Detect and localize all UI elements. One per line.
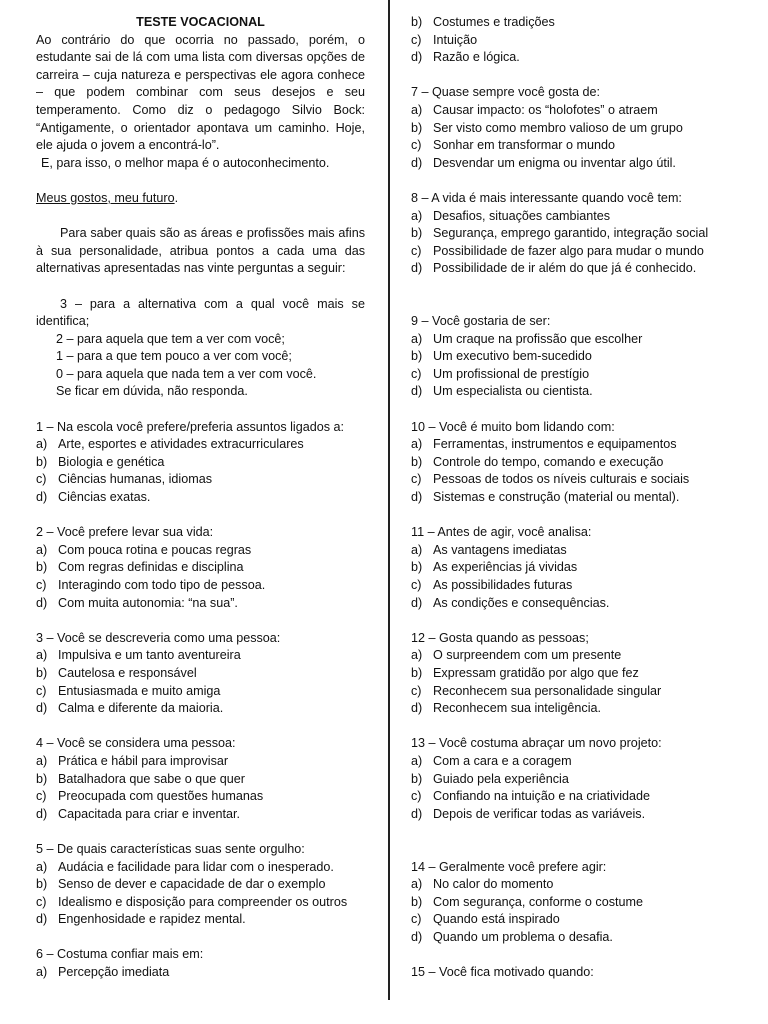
answer-option xyxy=(36,471,365,489)
option-text: Calma e diferente da maioria. xyxy=(58,701,224,716)
section-heading-period: . xyxy=(174,190,179,205)
left-question-list xyxy=(36,419,365,982)
option-text: Razão e lógica. xyxy=(433,50,520,65)
question-text: 13 – Você costuma abraçar um novo projeto: xyxy=(411,736,662,751)
option-text: Sonhar em transformar o mundo xyxy=(433,138,615,153)
option-text: Capacitada para criar e inventar. xyxy=(58,806,241,821)
question-block xyxy=(411,419,733,507)
option-text: No calor do momento xyxy=(433,877,554,892)
option-letter: d) xyxy=(411,155,423,170)
answer-option xyxy=(411,331,733,349)
option-letter: c) xyxy=(36,578,47,592)
option-letter: c) xyxy=(36,894,47,909)
option-letter: b) xyxy=(36,560,48,575)
option-letter: a) xyxy=(36,437,48,452)
answer-option xyxy=(36,489,365,507)
option-letter: a) xyxy=(36,965,48,980)
option-text: Reconhecem sua inteligência. xyxy=(433,701,602,716)
question-text: 12 – Gosta quando as pessoas; xyxy=(411,630,589,645)
answer-option xyxy=(36,559,365,577)
option-text: Possibilidade de ir além do que já é conhecido. xyxy=(433,261,697,276)
option-text: Prática e hábil para improvisar xyxy=(58,753,229,768)
answer-option xyxy=(411,542,733,560)
option-letter: a) xyxy=(411,102,423,117)
option-text: Intuição xyxy=(433,32,478,47)
right-column xyxy=(411,14,733,982)
question-block xyxy=(36,841,365,929)
question-text: 4 – Você se considera uma pessoa: xyxy=(36,736,236,751)
option-letter: b) xyxy=(411,771,423,786)
option-text: Cautelosa e responsável xyxy=(58,665,197,680)
answer-option xyxy=(411,911,733,929)
option-letter: b) xyxy=(411,454,423,469)
option-text: Segurança, emprego garantido, integração social xyxy=(433,226,709,241)
option-text: Impulsiva e um tanto aventureira xyxy=(58,648,241,663)
option-letter: b) xyxy=(411,226,423,241)
option-letter: d) xyxy=(411,701,423,716)
answer-option xyxy=(411,137,733,155)
question-block xyxy=(36,735,365,823)
answer-option xyxy=(36,876,365,894)
answer-option xyxy=(411,788,733,806)
answer-option xyxy=(36,859,365,877)
option-text: Desafios, situações cambiantes xyxy=(433,208,611,223)
option-letter: d) xyxy=(36,595,48,610)
option-text: Um craque na profissão que escolher xyxy=(433,331,643,346)
answer-option xyxy=(411,49,733,67)
answer-option xyxy=(411,348,733,366)
option-letter: a) xyxy=(411,542,423,557)
option-letter: b) xyxy=(411,560,423,575)
question-block xyxy=(36,946,365,981)
answer-option xyxy=(411,559,733,577)
question-6-continued xyxy=(411,14,733,67)
answer-option xyxy=(411,243,733,261)
question-text: 14 – Geralmente você prefere agir: xyxy=(411,859,607,874)
scale-item: 1 – para a que tem pouco a ver com você; xyxy=(56,349,292,364)
answer-option xyxy=(411,647,733,665)
option-text: Pessoas de todos os níveis culturais e sociais xyxy=(433,472,690,487)
option-text: Possibilidade de fazer algo para mudar o mundo xyxy=(433,243,704,258)
option-text: As possibilidades futuras xyxy=(433,578,573,592)
answer-option xyxy=(36,577,365,595)
option-letter: a) xyxy=(36,648,48,663)
option-text: Engenhosidade e rapidez mental. xyxy=(58,912,246,927)
left-column xyxy=(36,14,365,982)
question-block xyxy=(411,190,733,278)
option-text: Confiando na intuição e na criatividade xyxy=(433,789,651,804)
option-text: O surpreendem com um presente xyxy=(433,648,622,663)
answer-option xyxy=(36,683,365,701)
option-text: Sistemas e construção (material ou mental). xyxy=(433,490,680,505)
question-text: 3 – Você se descreveria como uma pessoa: xyxy=(36,630,281,645)
option-letter: d) xyxy=(411,490,423,505)
answer-option xyxy=(36,436,365,454)
answer-option xyxy=(411,577,733,595)
option-text: Biologia e genética xyxy=(58,454,165,469)
option-letter: d) xyxy=(36,701,48,716)
question-block xyxy=(36,630,365,718)
option-text: As condições e consequências. xyxy=(433,595,610,610)
option-text: Com regras definidas e disciplina xyxy=(58,560,244,575)
option-letter: a) xyxy=(411,208,423,223)
option-text: Com a cara e a coragem xyxy=(433,753,572,768)
question-text: 1 – Na escola você prefere/preferia assuntos ligados a: xyxy=(36,419,345,434)
option-text: Um especialista ou cientista. xyxy=(433,384,593,399)
option-letter: c) xyxy=(411,789,422,804)
answer-option xyxy=(411,260,733,278)
scale-list xyxy=(36,331,365,401)
answer-option xyxy=(36,595,365,613)
option-text: Quando um problema o desafia. xyxy=(433,929,613,944)
question-block xyxy=(411,313,733,401)
column-divider xyxy=(388,0,390,1000)
answer-option xyxy=(411,383,733,401)
option-letter: b) xyxy=(411,120,423,135)
answer-option xyxy=(411,489,733,507)
option-letter: a) xyxy=(411,331,423,346)
option-letter: b) xyxy=(36,877,48,892)
question-text: 2 – Você prefere levar sua vida: xyxy=(36,525,214,540)
answer-option xyxy=(411,771,733,789)
option-text: Senso de dever e capacidade de dar o exemplo xyxy=(58,877,326,892)
option-letter: b) xyxy=(36,665,48,680)
option-text: Ferramentas, instrumentos e equipamentos xyxy=(433,437,677,452)
question-block xyxy=(411,735,733,823)
option-text: Com pouca rotina e poucas regras xyxy=(58,542,252,557)
answer-option xyxy=(411,14,733,32)
option-text: As vantagens imediatas xyxy=(433,542,567,557)
option-letter: c) xyxy=(411,243,422,258)
option-text: Ciências exatas. xyxy=(58,490,151,505)
option-letter: b) xyxy=(411,894,423,909)
document-title: TESTE VOCACIONAL xyxy=(136,15,265,29)
question-block xyxy=(411,859,733,947)
answer-option xyxy=(411,894,733,912)
option-text: Quando está inspirado xyxy=(433,912,560,927)
option-letter: d) xyxy=(36,490,48,505)
option-letter: c) xyxy=(411,912,422,927)
option-text: Desvendar um enigma ou inventar algo útil. xyxy=(433,155,676,170)
option-letter: d) xyxy=(411,595,423,610)
question-15: 15 – Você fica motivado quando: xyxy=(411,965,594,980)
option-letter: d) xyxy=(36,806,48,821)
option-text: Causar impacto: os “holofotes” o atraem xyxy=(433,102,658,117)
answer-option xyxy=(411,366,733,384)
answer-option xyxy=(411,208,733,226)
option-letter: c) xyxy=(411,683,422,698)
option-letter: d) xyxy=(36,912,48,927)
option-letter: c) xyxy=(36,789,47,804)
scale-item-3: 3 – para a alternativa com a qual você mais se identifica; xyxy=(36,296,365,329)
option-letter: a) xyxy=(411,437,423,452)
section-heading xyxy=(36,190,365,208)
option-letter: b) xyxy=(36,454,48,469)
answer-option xyxy=(411,120,733,138)
option-text: Expressam gratidão por algo que fez xyxy=(433,665,639,680)
answer-option xyxy=(411,454,733,472)
answer-option xyxy=(411,436,733,454)
option-letter: a) xyxy=(411,877,423,892)
option-letter: c) xyxy=(411,578,422,592)
option-letter: a) xyxy=(36,753,48,768)
question-text: 7 – Quase sempre você gosta de: xyxy=(411,85,601,100)
option-letter: b) xyxy=(411,665,423,680)
answer-option xyxy=(411,683,733,701)
option-text: Ciências humanas, idiomas xyxy=(58,472,212,487)
option-letter: a) xyxy=(36,859,48,874)
option-letter: d) xyxy=(411,929,423,944)
question-block xyxy=(411,630,733,718)
option-text: Guiado pela experiência xyxy=(433,771,569,786)
option-text: Costumes e tradições xyxy=(433,15,555,29)
option-letter: c) xyxy=(411,472,422,487)
option-text: Audácia e facilidade para lidar com o inesperado. xyxy=(58,859,334,874)
option-text: Batalhadora que sabe o que quer xyxy=(58,771,245,786)
option-letter: c) xyxy=(36,683,47,698)
option-letter: c) xyxy=(411,366,422,381)
answer-option xyxy=(36,454,365,472)
option-text: Depois de verificar todas as variáveis. xyxy=(433,806,646,821)
answer-option xyxy=(36,753,365,771)
intro-paragraph: Ao contrário do que ocorria no passado, porém, o estudante sai de lá com uma lista com diversas opções de carreira – cuja natureza e perspectivas ele agora conhece – que podem combinar com seus desejos e seu temperamento. Como diz o pedagogo Silvio Bock: “Antigamente, o orientador apontava um caminho. Hoje, ele ajuda o jovem a encontrá-lo”. xyxy=(36,32,365,153)
option-letter: b) xyxy=(36,771,48,786)
option-letter: d) xyxy=(411,261,423,276)
answer-option xyxy=(36,911,365,929)
option-text: Um profissional de prestígio xyxy=(433,366,590,381)
option-text: Ser visto como membro valioso de um grupo xyxy=(433,120,683,135)
question-text: 9 – Você gostaria de ser: xyxy=(411,314,551,329)
question-text: 6 – Costuma confiar mais em: xyxy=(36,947,204,962)
question-text: 10 – Você é muito bom lidando com: xyxy=(411,419,615,434)
answer-option xyxy=(411,595,733,613)
answer-option xyxy=(411,155,733,173)
answer-option xyxy=(411,876,733,894)
answer-option xyxy=(411,225,733,243)
answer-option xyxy=(411,665,733,683)
option-letter: c) xyxy=(36,472,47,487)
option-text: Entusiasmada e muito amiga xyxy=(58,683,221,698)
question-block xyxy=(36,524,365,612)
question-block xyxy=(411,84,733,172)
option-letter: c) xyxy=(411,32,422,47)
question-block xyxy=(411,524,733,612)
answer-option xyxy=(411,102,733,120)
option-letter: b) xyxy=(411,349,423,364)
answer-option xyxy=(36,806,365,824)
option-letter: a) xyxy=(36,542,48,557)
answer-option xyxy=(36,771,365,789)
option-letter: a) xyxy=(411,648,423,663)
right-question-list xyxy=(411,84,733,964)
answer-option xyxy=(411,929,733,947)
option-letter: b) xyxy=(411,15,423,29)
option-text: Interagindo com todo tipo de pessoa. xyxy=(58,578,266,592)
option-text: Com muita autonomia: “na sua”. xyxy=(58,595,238,610)
answer-option xyxy=(36,894,365,912)
option-text: Idealismo e disposição para compreender os outros xyxy=(58,894,348,909)
answer-option xyxy=(411,753,733,771)
option-letter: d) xyxy=(411,806,423,821)
answer-option xyxy=(36,788,365,806)
answer-option xyxy=(36,700,365,718)
instructions-paragraph: Para saber quais são as áreas e profissões mais afins à sua personalidade, atribua pontos a cada uma das alternativas apresentadas nas vinte perguntas a seguir: xyxy=(36,226,365,276)
answer-option xyxy=(411,471,733,489)
answer-option xyxy=(411,806,733,824)
option-text: Preocupada com questões humanas xyxy=(58,789,264,804)
question-text: 5 – De quais características suas sente orgulho: xyxy=(36,841,305,856)
answer-option xyxy=(36,647,365,665)
scale-note: Se ficar em dúvida, não responda. xyxy=(56,384,248,399)
question-text: 11 – Antes de agir, você analisa: xyxy=(411,525,592,540)
option-text: As experiências já vividas xyxy=(433,560,578,575)
option-letter: d) xyxy=(411,384,423,399)
option-text: Percepção imediata xyxy=(58,965,170,980)
intro-closing: E, para isso, o melhor mapa é o autoconhecimento. xyxy=(41,155,330,170)
answer-option xyxy=(411,700,733,718)
answer-option xyxy=(36,964,365,982)
question-text: 8 – A vida é mais interessante quando você tem: xyxy=(411,190,682,205)
answer-option xyxy=(36,542,365,560)
option-text: Arte, esportes e atividades extracurriculares xyxy=(58,437,304,452)
section-heading-text: Meus gostos, meu futuro xyxy=(36,190,175,205)
option-text: Um executivo bem-sucedido xyxy=(433,349,592,364)
option-letter: a) xyxy=(411,753,423,768)
scale-item: 0 – para aquela que nada tem a ver com você. xyxy=(56,366,317,381)
option-letter: d) xyxy=(411,50,423,65)
option-text: Reconhecem sua personalidade singular xyxy=(433,683,662,698)
scale-item: 2 – para aquela que tem a ver com você; xyxy=(56,331,285,346)
answer-option xyxy=(36,665,365,683)
option-text: Com segurança, conforme o costume xyxy=(433,894,643,909)
option-text: Controle do tempo, comando e execução xyxy=(433,454,664,469)
answer-option xyxy=(411,32,733,50)
question-block xyxy=(36,419,365,507)
option-letter: c) xyxy=(411,138,422,153)
